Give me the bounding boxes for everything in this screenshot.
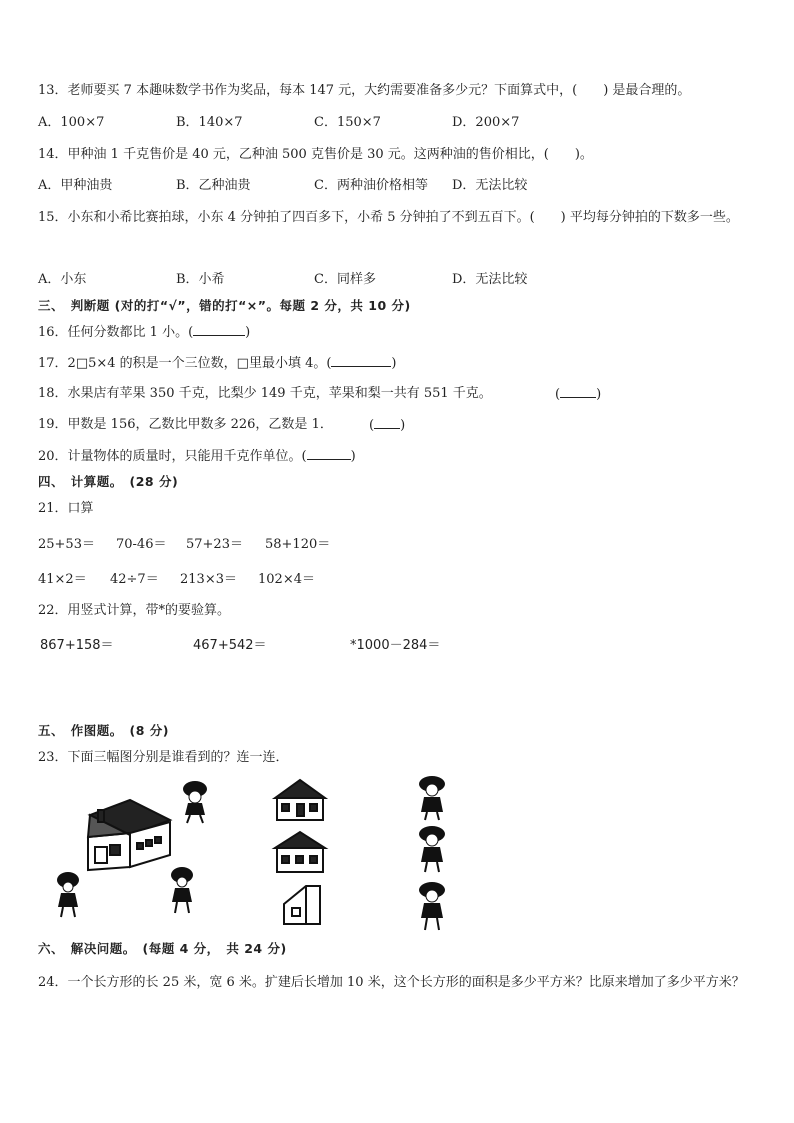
q20: [38, 447, 356, 466]
child-figure-icon: [419, 776, 445, 820]
q16-text: 16．任何分数都比 1 小。(: [38, 325, 194, 340]
section-6-heading: 六、 解决问题。 (每题 4 分， 共 24 分): [38, 941, 287, 956]
q13-stem: 13．老师要买 7 本趣味数学书作为奖品，每本 147 元，大约需要准备多少元？下面算式中，( ) 是最合理的。: [38, 83, 691, 98]
q21-expr: 42÷7＝: [110, 572, 159, 587]
q15-option-b: B．小希: [176, 272, 225, 287]
q17-text: 17．2□5×4 的积是一个三位数，□里最小填 4。(: [38, 356, 332, 371]
child-figure-icon: [419, 826, 445, 872]
q16: [38, 323, 250, 342]
section-4-heading: 四、 计算题。 (28 分): [38, 474, 179, 489]
q15-stem: 15．小东和小希比赛拍球，小东 4 分钟拍了四百多下，小希 5 分钟拍了不到五百下。( ) 平均每分钟拍的下数多一些。: [38, 210, 739, 225]
q18-text: 18．水果店有苹果 350 千克，比梨少 149 千克，苹果和梨一共有 551 千克。: [38, 386, 492, 401]
q22-item: *1000－284＝: [350, 638, 441, 653]
q21-expr: 41×2＝: [38, 572, 87, 587]
q21-expr: 57+23＝: [186, 537, 243, 552]
section-5-heading: 五、 作图题。 (8 分): [38, 723, 169, 738]
q14-stem: 14．甲种油 1 千克售价是 40 元，乙种油 500 克售价是 30 元。这两种油的售价相比，( )。: [38, 147, 593, 162]
q18-open: (: [555, 387, 561, 402]
q20-text: 20．计量物体的质量时，只能用千克作单位。(: [38, 449, 307, 464]
q21-label: 21．口算: [38, 501, 94, 516]
q24-stem: 24．一个长方形的长 25 米，宽 6 米。扩建后长增加 10 米，这个长方形的面积是多少平方米？比原来增加了多少平方米？: [38, 975, 745, 990]
q13-option-b: B．140×7: [176, 115, 243, 130]
q18: [38, 385, 492, 403]
q20-close: ): [350, 449, 356, 464]
house-with-children-illustration: [40, 775, 240, 925]
q18-close: ): [596, 387, 602, 402]
q22-label: 22．用竖式计算，带*的要验算。: [38, 603, 231, 618]
q13-option-d: D．200×7: [452, 115, 520, 130]
q13-option-a: A．100×7: [38, 115, 105, 130]
q16-answer-blank[interactable]: [193, 323, 245, 336]
q14-option-d: D．无法比较: [452, 178, 528, 193]
q18-answer-blank[interactable]: [560, 385, 596, 398]
q19-answer-blank[interactable]: [374, 416, 400, 429]
q16-close: ): [245, 325, 251, 340]
q15-option-a: A．小东: [38, 272, 87, 287]
q19-close: ): [400, 418, 406, 433]
q21-expr: 70-46＝: [116, 537, 167, 552]
q21-expr: 213×3＝: [180, 572, 237, 587]
q19-open: (: [369, 418, 375, 433]
house-back-view-icon: [275, 832, 325, 872]
q22-item: 467+542＝: [193, 638, 267, 653]
child-top-right-icon: [183, 781, 207, 823]
q19-text: 19．甲数是 156，乙数比甲数多 226，乙数是 1．: [38, 417, 333, 432]
q15-option-c: C．同样多: [314, 272, 376, 287]
children-column: [410, 772, 455, 934]
q21-expr: 25+53＝: [38, 537, 95, 552]
house-views-column: [270, 776, 330, 926]
q14-option-c: C．两种油价格相等: [314, 178, 428, 193]
section-3-heading: 三、 判断题 (对的打“√”，错的打“×”。每题 2 分，共 10 分): [38, 298, 411, 313]
q19-answer: [369, 416, 405, 435]
house-front-view-icon: [275, 780, 325, 820]
q13-option-c: C．150×7: [314, 115, 381, 130]
q21-expr: 102×4＝: [258, 572, 315, 587]
q14-option-a: A．甲种油贵: [38, 178, 113, 193]
q20-answer-blank[interactable]: [307, 447, 351, 460]
q14-option-b: B．乙种油贵: [176, 178, 251, 193]
q22-item: 867+158＝: [40, 638, 114, 653]
q17-answer-blank[interactable]: [331, 354, 391, 367]
q17: [38, 354, 397, 373]
house-side-view-icon: [284, 886, 320, 924]
q21-expr: 58+120＝: [265, 537, 331, 552]
q19: [38, 416, 333, 434]
child-bottom-left-icon: [57, 872, 79, 917]
child-figure-icon: [419, 882, 445, 930]
q15-option-d: D．无法比较: [452, 272, 528, 287]
q17-close: ): [391, 356, 397, 371]
house-3d-icon: [88, 800, 170, 870]
q18-answer: [555, 385, 601, 404]
child-bottom-right-icon: [171, 867, 193, 913]
q23-label: 23．下面三幅图分别是谁看到的？连一连．: [38, 750, 289, 765]
